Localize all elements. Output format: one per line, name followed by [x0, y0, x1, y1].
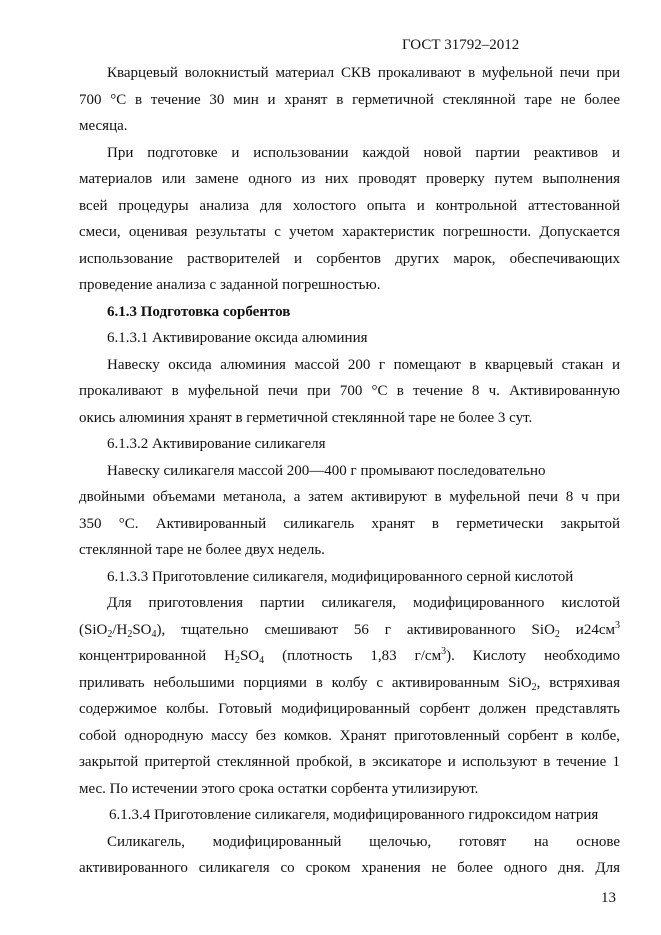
- text-line: Кварцевый волокнистый материал СКВ прокаливают в муфельной печи при: [107, 65, 620, 81]
- text-line: Навеску силикагеля массой 200—400 г промывают последовательно: [107, 462, 546, 479]
- text-line: При подготовке и использовании каждой новой партии реактивов и: [107, 144, 620, 161]
- text-line: окись алюминия хранят в герметичной стеклянной таре не более 3 сут.: [79, 409, 533, 426]
- text-line: Силикагель, модифицированный щелочью, готовят на основе: [107, 833, 620, 850]
- page-number: 13: [601, 890, 616, 906]
- subsection-title: 6.1.3.2 Активирование силикагеля: [107, 436, 326, 452]
- section-heading: 6.1.3 Подготовка сорбентов: [107, 303, 291, 320]
- text-line: содержимое колбы. Готовый модифицированный сорбент должен представлять: [79, 701, 620, 717]
- text-line: активированного силикагеля со сроком хранения не более одного дня. Для: [79, 860, 620, 876]
- text-line: собой однородную массу без комков. Хранят приготовленный сорбент в колбе,: [79, 727, 620, 744]
- subsection-title: 6.1.3.1 Активирование оксида алюминия: [107, 330, 368, 346]
- text-line: закрытой притертой стеклянной пробкой, в эксикаторе и используют в течение 1: [79, 754, 620, 770]
- text-line: Для приготовления партии силикагеля, модифицированного кислотой: [107, 595, 620, 611]
- body-text: [79, 60, 620, 882]
- text-line: приливать небольшими порциями в колбу с активированным SiO$_2$, встряхивая: [79, 674, 620, 693]
- text-line: стеклянной таре не более двух недель.: [79, 542, 325, 558]
- text-line: смеси, оценивая результаты с учетом характеристик погрешности. Допускается: [79, 224, 620, 240]
- text-line: использование растворителей и сорбентов других марок, обеспечивающих: [79, 250, 620, 267]
- text-line: месяца.: [79, 118, 128, 134]
- text-line: 700 °С в течение 30 мин и хранят в герметичной стеклянной таре не более: [79, 91, 620, 108]
- document-id-header: ГОСТ 31792–2012: [402, 37, 520, 53]
- text-line: 350 °С. Активированный силикагель хранят в герметически закрытой: [79, 515, 620, 532]
- text-line: $(SiO_2/H_2SO_4)$, тщательно смешивают 56 г активированного SiO$_2$ $и24см^3$: [79, 619, 620, 640]
- text-line: Навеску оксида алюминия массой 200 г помещают в кварцевый стакан и: [107, 356, 620, 373]
- text-line: мес. По истечении этого срока остатки сорбента утилизируют.: [79, 780, 479, 797]
- text-line: материалов или замене одного из них проводят проверку путем выполнения: [79, 171, 620, 187]
- text-line: двойными объемами метанола, а затем активируют в муфельной печи 8 ч при: [79, 489, 620, 505]
- subsection-title: 6.1.3.4 Приготовление силикагеля, модифицированного гидроксидом натрия: [109, 807, 599, 823]
- text-line: концентрированной $H_2SO_4$ (плотность 1,83 $г/см^3$). Кислоту необходимо: [79, 646, 620, 666]
- subsection-title: 6.1.3.3 Приготовление силикагеля, модифицированного серной кислотой: [107, 568, 574, 585]
- text-line: всей процедуры анализа для холостого опыта и контрольной аттестованной: [79, 197, 620, 214]
- text-line: прокаливают в муфельной печи при 700 °С в течение 8 ч. Активированную: [79, 383, 620, 399]
- text-line: проведение анализа с заданной погрешностью.: [79, 277, 381, 293]
